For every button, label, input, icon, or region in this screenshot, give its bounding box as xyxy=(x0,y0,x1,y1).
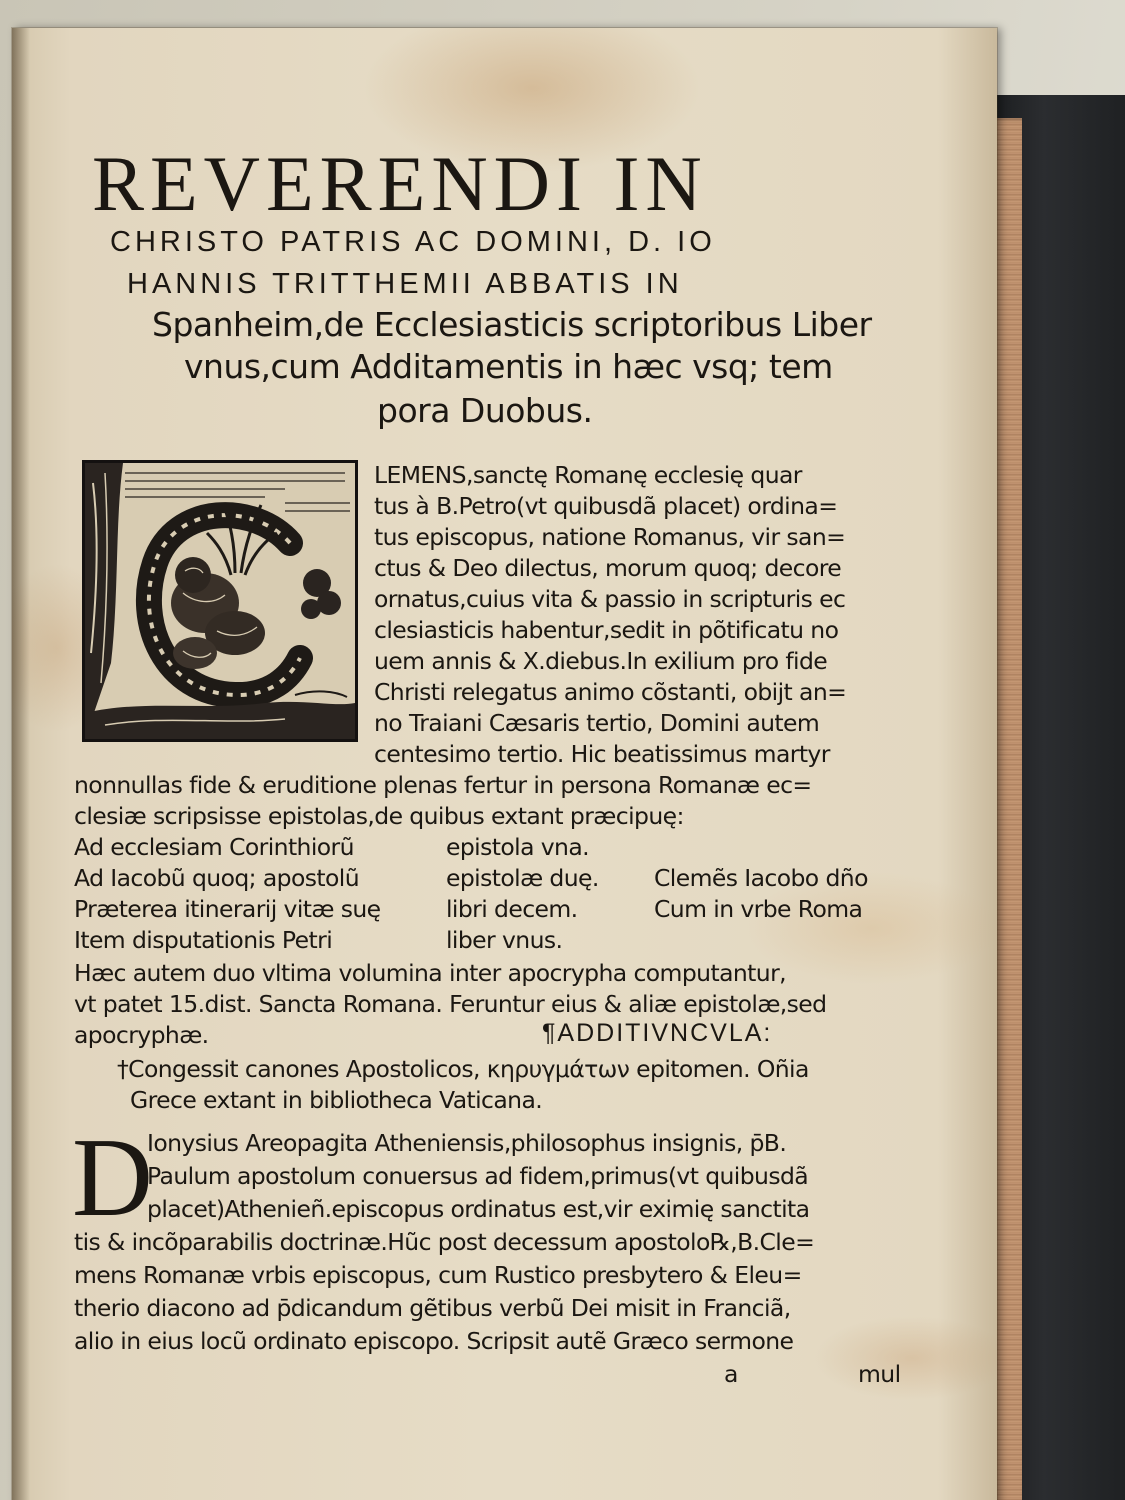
woodcut-illustration xyxy=(85,463,355,739)
clemens-line-8: Christi relegatus animo cõstanti, obijt an= xyxy=(374,678,847,706)
clemens-line-6: clesiasticis habentur,sedit in põtificatu no xyxy=(374,616,839,644)
additiuncula-line-1: †Congessit canones Apostolicos, κηρυγμάτων epitomen. Oñia xyxy=(117,1055,809,1083)
work-count: epistola vna. xyxy=(446,833,590,861)
clemens-line-3: tus episcopus, natione Romanus, vir san= xyxy=(374,523,846,551)
work-title: Ad ecclesiam Corinthiorũ xyxy=(74,833,354,861)
dionysius-line-6: therio diacono ad p̄dicandum gẽtibus verbũ Dei misit in Franciã, xyxy=(74,1294,791,1322)
title-line-1: REVERENDI IN xyxy=(92,140,708,227)
signature-mark: a xyxy=(724,1360,738,1388)
drop-cap-d: D xyxy=(72,1116,153,1240)
dionysius-line-5: mens Romanæ vrbis episcopus, cum Rustico presbytero & Eleu= xyxy=(74,1261,802,1289)
work-title: Item disputationis Petri xyxy=(74,926,333,954)
additiuncula-line-2: Grece extant in bibliotheca Vaticana. xyxy=(130,1086,543,1114)
work-incipit: Clemẽs Iacobo dño xyxy=(654,864,868,892)
book-page xyxy=(12,28,997,1500)
dionysius-line-2: Paulum apostolum conuersus ad fidem,primus(vt quibusdã xyxy=(147,1162,809,1190)
woodcut-initial-c xyxy=(82,460,358,742)
title-line-4: Spanheim,de Ecclesiasticis scriptoribus Liber xyxy=(152,305,872,344)
clemens-line-12: clesiæ scripsisse epistolas,de quibus extant præcipuę: xyxy=(74,802,684,830)
clemens-line-7: uem annis & X.diebus.In exilium pro fide xyxy=(374,647,828,675)
clemens-line-4: ctus & Deo dilectus, morum quoq; decore xyxy=(374,554,842,582)
work-title: Ad Iacobũ quoq; apostolũ xyxy=(74,864,360,892)
clemens-after-1: Hæc autem duo vltima volumina inter apocrypha computantur, xyxy=(74,959,787,987)
page-text xyxy=(12,28,997,1500)
dionysius-line-3: placet)Athenieñ.episcopus ordinatus est,vir eximię sanctita xyxy=(147,1195,810,1223)
work-count: liber vnus. xyxy=(446,926,563,954)
work-count: libri decem. xyxy=(446,895,578,923)
dionysius-line-4: tis & incõparabilis doctrinæ.Hũc post decessum apostolo℞,B.Cle= xyxy=(74,1228,815,1256)
work-count: epistolæ duę. xyxy=(446,864,599,892)
dionysius-line-1: Ionysius Areopagita Atheniensis,philosophus insignis, p̄B. xyxy=(147,1129,787,1157)
catchword: mul xyxy=(858,1360,901,1388)
clemens-after-2: vt patet 15.dist. Sancta Romana. Feruntur eius & aliæ epistolæ,sed xyxy=(74,990,827,1018)
work-title: Præterea itinerarij vitæ suę xyxy=(74,895,381,923)
clemens-line-10: centesimo tertio. Hic beatissimus martyr xyxy=(374,740,830,768)
title-line-2: CHRISTO PATRIS AC DOMINI, D. IO xyxy=(110,226,716,258)
title-line-5: vnus,cum Additamentis in hæc vsq; tem xyxy=(184,347,833,386)
clemens-line-9: no Traiani Cæsaris tertio, Domini autem xyxy=(374,709,820,737)
title-line-3: HANNIS TRITTHEMII ABBATIS IN xyxy=(127,268,683,300)
title-line-6: pora Duobus. xyxy=(377,391,593,430)
additiuncula-heading: ¶ADDITIVNCVLA: xyxy=(542,1019,773,1047)
clemens-line-2: tus à B.Petro(vt quibusdã placet) ordina= xyxy=(374,492,838,520)
clemens-line-11: nonnullas fide & eruditione plenas fertur in persona Romanæ ec= xyxy=(74,771,812,799)
dionysius-line-7: alio in eius locũ ordinato episcopo. Scripsit autẽ Græco sermone xyxy=(74,1327,794,1355)
clemens-line-1: LEMENS,sanctę Romanę ecclesię quar xyxy=(374,461,802,489)
clemens-line-5: ornatus,cuius vita & passio in scripturis ec xyxy=(374,585,846,613)
work-incipit: Cum in vrbe Roma xyxy=(654,895,863,923)
clemens-after-3: apocryphæ. xyxy=(74,1021,209,1049)
